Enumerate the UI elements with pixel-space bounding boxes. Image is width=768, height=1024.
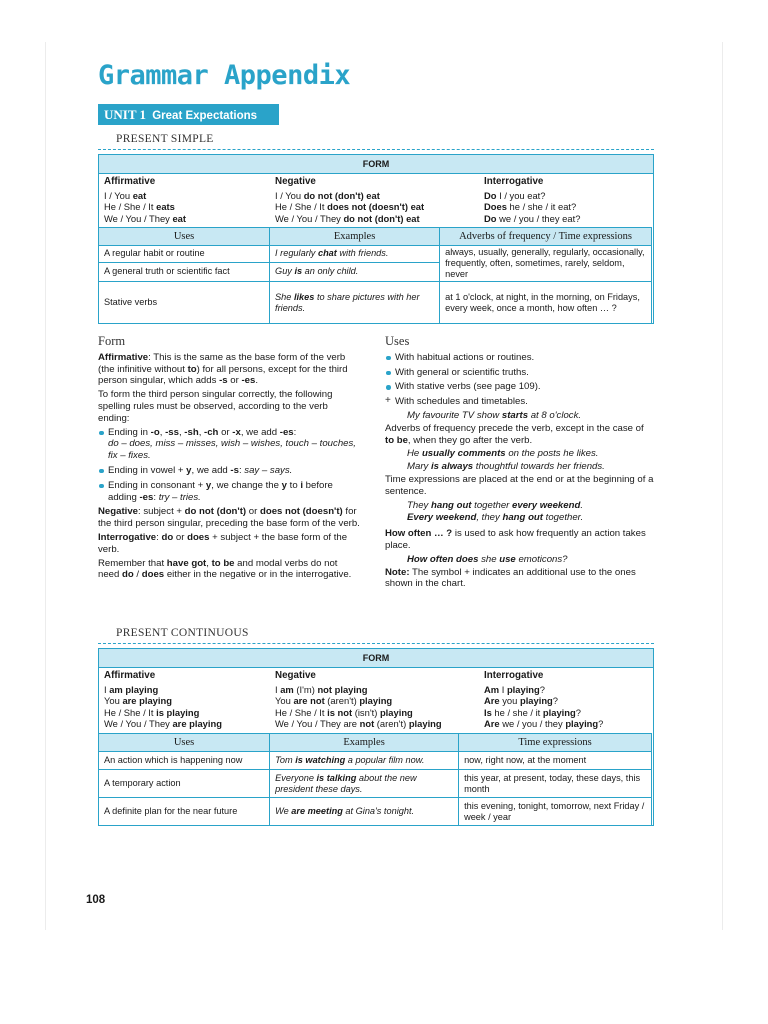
table-row: A general truth or scientific fact Guy is an only child. xyxy=(99,262,652,281)
unit-banner xyxy=(98,104,279,125)
ps-interrogative-column: Interrogative Do I / you eat? Does he / she / it eat? Do we / you / they eat? xyxy=(484,176,581,224)
section-heading-present-continuous: PRESENT CONTINUOUS xyxy=(98,626,654,644)
pc-affirmative-column: Affirmative I am playing You are playing He / She / It is playing We / You / They are playing xyxy=(104,670,222,730)
list-item: With general or scientific truths. xyxy=(385,367,655,379)
unit-number: UNIT 1 xyxy=(104,107,147,122)
section-heading-present-simple: PRESENT SIMPLE xyxy=(98,132,654,150)
ps-negative-column: Negative I / You do not (don't) eat He / She / It does not (doesn't) eat We / You / They do not (don't) eat xyxy=(275,176,425,224)
column-header: Examples xyxy=(270,734,459,752)
table-row: An action which is happening now Tom is watching a popular film now. now, right now, at the moment xyxy=(99,752,652,770)
list-item: Ending in -o, -ss, -sh, -ch or -x, we add -es: do – does, miss – misses, wish – wishes, touch – touches, fix – fixes. xyxy=(98,427,360,462)
table-row: A regular habit or routine I regularly chat with friends. always, usually, generally, regularly, occasionally, frequently, often, sometimes, rarely, seldom, never xyxy=(99,246,652,263)
pc-interrogative-column: Interrogative Am I playing? Are you playing? Is he / she / it playing? Are we / you / they playing? xyxy=(484,670,604,730)
table-row: A definite plan for the near future We are meeting at Gina's tonight. this evening, tonight, tomorrow, next Friday / week / year xyxy=(99,798,652,826)
list-item: With habitual actions or routines. xyxy=(385,352,655,364)
present-continuous-form-box xyxy=(98,648,654,826)
form-notes-heading: Form xyxy=(98,334,126,348)
table-row: A temporary action Everyone is talking about the new president these days. this year, at present, today, these days, this month xyxy=(99,770,652,798)
table-row: Stative verbs She likes to share pictures with her friends. at 1 o'clock, at night, in the morning, on Fridays, every week, once a month, how often … ? xyxy=(99,282,652,324)
column-header: Examples xyxy=(270,228,440,246)
list-item: Ending in vowel + y, we add -s: say – says. xyxy=(98,465,360,477)
example-sentence: He usually comments on the posts he likes. xyxy=(407,448,599,460)
example-sentence: They hang out together every weekend. xyxy=(407,499,583,511)
present-simple-form-box xyxy=(98,154,654,324)
column-header: Uses xyxy=(99,734,270,752)
list-item: Ending in consonant + y, we change the y to i before adding -es: try – tries. xyxy=(98,480,360,504)
example-sentence: My favourite TV show starts at 8 o'clock. xyxy=(407,409,582,421)
example-sentence: How often does she use emoticons? xyxy=(407,553,568,565)
present-continuous-uses-table xyxy=(98,733,652,826)
column-header: Time expressions xyxy=(459,734,652,752)
adverbs-of-frequency: always, usually, generally, regularly, occasionally, frequently, often, sometimes, rarely, seldom, never xyxy=(440,246,652,282)
uses-notes: Uses With habitual actions or routines. With general or scientific truths. With stative verbs (see page 109). + With schedules and timetables. My favourite TV show starts at 8 o'clock. Adverbs of frequency precede the verb, except in the case of to be, when they go after the verb. He usually comments on the posts he likes. Mary is always thoughtful towards her friends. Time expressions are placed at the end or at the beginning of a sentence. They hang out together every weekend. Every weekend, they hang out together. How often … ? is used to ask how frequently an action takes place. How often does she use emoticons? Note: The symbol + indicates an additional use to the ones shown in the chart. xyxy=(385,336,655,592)
list-item: With stative verbs (see page 109). xyxy=(385,381,655,393)
form-notes: Form Affirmative: This is the same as the base form of the verb (the infinitive without to) for all persons, except for the third person singular, which adds -s or -es. To form the third person singular correctly, the following spelling rules must be observed, according to the verb ending: Ending in -o, -ss, -sh, -ch or -x, we add -es: do – does, miss – misses, wish – wishes, touch – touches, fix – fixes. Ending in vowel + y, we add -s: say – says. Ending in consonant + y, we change the y to i before adding -es: try – tries. Negative: subject + do not (don't) or does not (doesn't) for the third person singular, preceding the base form of the verb. Interrogative: do or does + subject + the base form of the verb. Remember that have got, to be and modal verbs do not need do / does either in the negative or in the interrogative. xyxy=(98,334,360,581)
example-sentence: Mary is always thoughtful towards her friends. xyxy=(407,461,605,473)
column-header: Uses xyxy=(99,228,270,246)
pc-negative-column: Negative I am (I'm) not playing You are not (aren't) playing He / She / It is not (isn't) playing We / You / They are not (aren't) playing xyxy=(275,670,442,730)
example-sentence: Every weekend, they hang out together. xyxy=(407,512,584,524)
list-item: + With schedules and timetables. xyxy=(385,396,655,408)
column-header: Adverbs of frequency / Time expressions xyxy=(440,228,652,246)
form-label: FORM xyxy=(99,155,653,174)
form-label: FORM xyxy=(99,649,653,668)
present-simple-uses-table xyxy=(98,227,652,324)
page-number: 108 xyxy=(86,894,106,906)
time-expressions: at 1 o'clock, at night, in the morning, on Fridays, every week, once a month, how often … ? xyxy=(440,282,652,324)
page-title: Grammar Appendix xyxy=(98,60,351,91)
uses-notes-heading: Uses xyxy=(385,334,410,348)
ps-affirmative-column: Affirmative I / You eat He / She / It eats We / You / They eat xyxy=(104,176,187,224)
unit-name: Great Expectations xyxy=(152,110,258,122)
